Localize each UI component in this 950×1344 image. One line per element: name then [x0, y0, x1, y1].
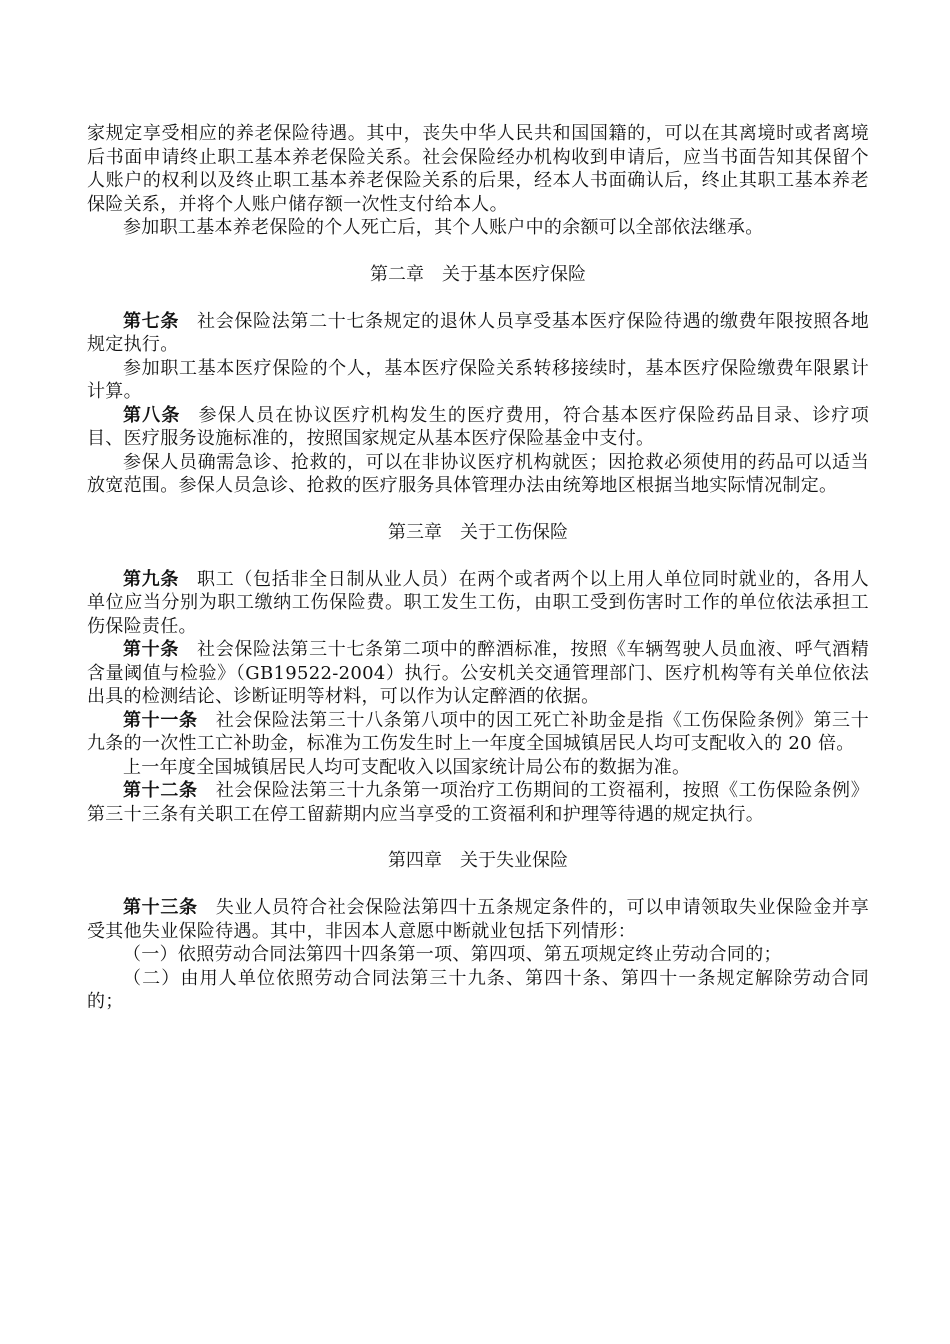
document-page	[87, 122, 869, 1014]
chapter-number: 第四章	[388, 850, 442, 871]
paragraph: 参加职工基本养老保险的个人死亡后，其个人账户中的余额可以全部依法继承。	[123, 217, 764, 238]
article-number: 第八条	[123, 404, 181, 426]
list-item: （二）由用人单位依照劳动合同法第三十九条、第四十条、第四十一条规定解除劳动合同的；	[87, 967, 869, 1012]
section-continuation	[87, 122, 869, 240]
article-number: 第七条	[123, 310, 180, 332]
article-number: 第十二条	[123, 780, 198, 801]
chapter-title: 关于工伤保险	[460, 521, 568, 543]
chapter-number: 第二章	[370, 263, 424, 285]
article-number: 第九条	[123, 568, 180, 590]
article-paragraph: 第十条 社会保险法第三十七条第二项中的醉酒标准，按照《车辆驾驶人员血液、呼气酒精含量阈值与检验》（GB19522-2004）执行。公安机关交通管理部门、医疗机构等有关单位依法出具的检测结论、诊断证明等材料，可以作为认定醉酒的依据。	[87, 639, 869, 707]
article-paragraph: 第十二条 社会保险法第三十九条第一项治疗工伤期间的工资福利，按照《工伤保险条例》第三十三条有关职工在停工留薪期内应当享受的工资福利和护理等待遇的规定执行。	[87, 780, 870, 825]
list-item: （一）依照劳动合同法第四十四条第一项、第四项、第五项规定终止劳动合同的；	[123, 944, 782, 965]
article-paragraph: 第九条 职工（包括非全日制从业人员）在两个或者两个以上用人单位同时就业的，各用人单位应当分别为职工缴纳工伤保险费。职工发生工伤，由职工受到伤害时工作的单位依法承担工伤保险责任。	[87, 568, 869, 637]
article-paragraph: 第七条 社会保险法第二十七条规定的退休人员享受基本医疗保险待遇的缴费年限按照各地规定执行。	[87, 310, 869, 355]
chapter-3	[87, 521, 869, 827]
article-number: 第十三条	[123, 897, 198, 918]
chapter-heading	[87, 263, 869, 287]
chapter-4	[87, 849, 869, 1014]
article-number: 第十条	[123, 639, 180, 660]
article-paragraph: 第十三条 失业人员符合社会保险法第四十五条规定条件的，可以申请领取失业保险金并享受其他失业保险待遇。其中，非因本人意愿中断就业包括下列情形：	[87, 897, 870, 942]
chapter-heading	[87, 521, 869, 545]
paragraph: 参加职工基本医疗保险的个人，基本医疗保险关系转移接续时，基本医疗保险缴费年限累计计算。	[87, 357, 869, 402]
chapter-heading	[87, 849, 869, 873]
paragraph: 上一年度全国城镇居民人均可支配收入以国家统计局公布的数据为准。	[123, 756, 691, 778]
article-paragraph: 第十一条 社会保险法第三十八条第八项中的因工死亡补助金是指《工伤保险条例》第三十九条的一次性工亡补助金，标准为工伤发生时上一年度全国城镇居民人均可支配收入的 20 倍。	[87, 709, 870, 754]
chapter-2	[87, 263, 869, 498]
chapter-number: 第三章	[388, 521, 442, 543]
paragraph: 参保人员确需急诊、抢救的，可以在非协议医疗机构就医；因抢救必须使用的药品可以适当放宽范围。参保人员急诊、抢救的医疗服务具体管理办法由统筹地区根据当地实际情况制定。	[87, 451, 869, 496]
article-number: 第十一条	[123, 709, 198, 731]
chapter-title: 关于失业保险	[460, 850, 568, 871]
paragraph: 家规定享受相应的养老保险待遇。其中，丧失中华人民共和国国籍的，可以在其离境时或者离境后书面申请终止职工基本养老保险关系。社会保险经办机构收到申请后，应当书面告知其保留个人账户的权利以及终止职工基本养老保险关系的后果，经本人书面确认后，终止其职工基本养老保险关系，并将个人账户储存额一次性支付给本人。	[87, 123, 869, 215]
article-paragraph: 第八条 参保人员在协议医疗机构发生的医疗费用，符合基本医疗保险药品目录、诊疗项目、医疗服务设施标准的，按照国家规定从基本医疗保险基金中支付。	[87, 404, 869, 449]
chapter-title: 关于基本医疗保险	[442, 263, 586, 285]
